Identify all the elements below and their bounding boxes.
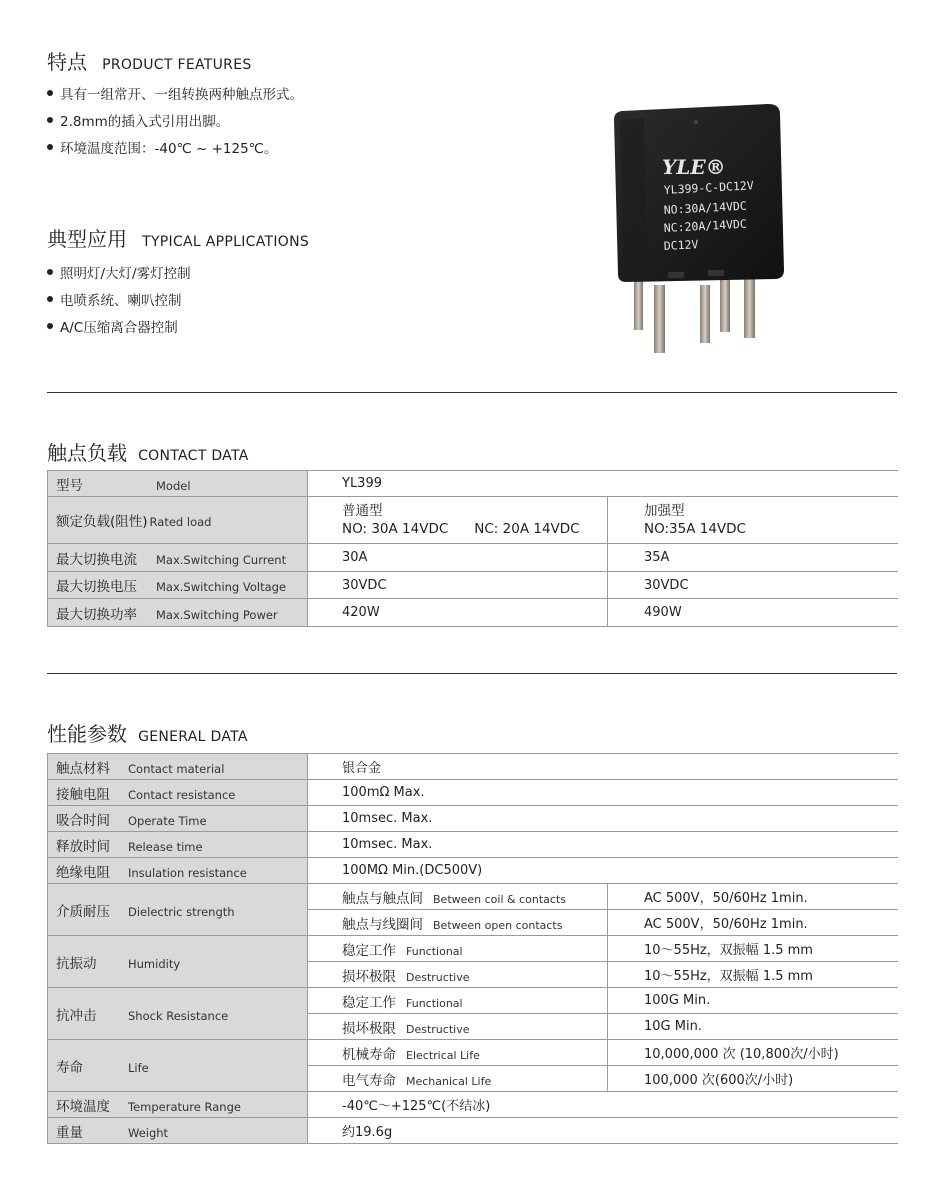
- life-value-1: 10,000,000 次 (10,800次/小时): [608, 1040, 898, 1066]
- row-label-cn: 最大切换电流: [56, 551, 137, 568]
- relay-nc-label: NC:20A/14VDC: [663, 216, 748, 235]
- operate-time-value: 10msec. Max.: [308, 806, 898, 832]
- sub-label-cn: 触点与触点间: [342, 890, 423, 907]
- table-row: [48, 497, 898, 544]
- row-label-en: Max.Switching Current: [156, 552, 287, 567]
- table-row: [48, 936, 898, 962]
- row-label-en: Temperature Range: [128, 1099, 241, 1114]
- row-label-cn: 型号: [56, 477, 83, 494]
- sub-label-cn: 稳定工作: [342, 942, 396, 959]
- sub-label-en: Between coil & contacts: [433, 892, 566, 906]
- row-label-en: Insulation resistance: [128, 865, 247, 880]
- row-label-en: Model: [156, 478, 191, 493]
- sub-label-en: Functional: [406, 944, 463, 958]
- temperature-value: -40℃～+125℃(不结冰): [308, 1092, 898, 1118]
- release-time-value: 10msec. Max.: [308, 832, 898, 858]
- contact-title-en: CONTACT DATA: [138, 448, 249, 464]
- enhanced-no-value: NO:35A 14VDC: [644, 521, 746, 537]
- contact-heading: [47, 437, 249, 466]
- row-label-en: Contact resistance: [128, 787, 236, 802]
- voltage-enhanced-value: 30VDC: [608, 572, 898, 599]
- standard-nc-value: NC: 20A 14VDC: [474, 521, 580, 537]
- sub-label-en: Mechanical Life: [406, 1074, 492, 1088]
- table-row: [48, 544, 898, 572]
- row-label-en: Contact material: [128, 761, 225, 776]
- row-label-en: Max.Switching Voltage: [156, 580, 287, 594]
- row-label-en: Shock Resistance: [128, 1008, 229, 1023]
- row-label-en: Dielectric strength: [128, 904, 235, 919]
- table-row: [48, 754, 898, 780]
- standard-type-label: 普通型: [342, 503, 383, 519]
- row-label-cn: 抗振动: [56, 955, 97, 972]
- row-label-en: Humidity: [128, 956, 181, 971]
- relay-no-label: NO:30A/14VDC: [663, 198, 748, 217]
- row-label-en: Max.Switching Power: [156, 607, 278, 622]
- dielectric-value-2: AC 500V，50/60Hz 1min.: [608, 910, 898, 936]
- table-row: [48, 1040, 898, 1066]
- dielectric-value-1: AC 500V，50/60Hz 1min.: [608, 884, 898, 910]
- application-item: 电喷系统、喇叭控制: [47, 289, 182, 309]
- humidity-value-2: 10～55Hz，双振幅 1.5 mm: [608, 962, 898, 988]
- row-label-en: Operate Time: [128, 813, 207, 828]
- enhanced-type-label: 加强型: [644, 503, 685, 519]
- power-enhanced-value: 490W: [608, 599, 898, 627]
- feature-item: 具有一组常开、一组转换两种触点形式。: [47, 83, 303, 103]
- table-row: [48, 858, 898, 884]
- sub-label-cn: 电气寿命: [342, 1072, 396, 1089]
- sub-label-cn: 损坏极限: [342, 1020, 396, 1037]
- contact-resistance-value: 100mΩ Max.: [308, 780, 898, 806]
- feature-item: 2.8mm的插入式引用出脚。: [47, 110, 229, 130]
- table-row: [48, 806, 898, 832]
- life-value-2: 100,000 次(600次/小时): [608, 1066, 898, 1092]
- table-row: [48, 599, 898, 627]
- features-title-en: PRODUCT FEATURES: [102, 57, 252, 73]
- general-heading: [47, 718, 248, 747]
- sub-label-cn: 触点与线圈间: [342, 916, 423, 933]
- sub-label-en: Destructive: [406, 1022, 470, 1036]
- shock-value-1: 100G Min.: [608, 988, 898, 1014]
- shock-value-2: 10G Min.: [608, 1014, 898, 1040]
- table-row: [48, 471, 898, 497]
- row-label-cn: 重量: [56, 1124, 83, 1141]
- contact-data-table: [47, 470, 898, 627]
- row-label-en: Release time: [128, 839, 203, 854]
- sub-label-cn: 机械寿命: [342, 1046, 396, 1063]
- row-label-cn: 抗冲击: [56, 1007, 97, 1024]
- humidity-value-1: 10～55Hz，双振幅 1.5 mm: [608, 936, 898, 962]
- applications-title-en: TYPICAL APPLICATIONS: [142, 234, 310, 250]
- row-label-cn: 环境温度: [56, 1098, 110, 1115]
- sub-label-en: Destructive: [406, 970, 470, 984]
- sub-label-en: Between open contacts: [433, 918, 563, 932]
- power-standard-value: 420W: [308, 599, 608, 627]
- relay-product-image: [600, 90, 800, 360]
- section-divider: [47, 673, 897, 674]
- general-title-en: GENERAL DATA: [138, 729, 248, 745]
- voltage-standard-value: 30VDC: [308, 572, 608, 599]
- table-row: [48, 780, 898, 806]
- relay-brand: YLE®: [662, 155, 726, 179]
- general-data-table: [47, 753, 898, 1144]
- table-row: [48, 1118, 898, 1144]
- row-label-cn: 绝缘电阻: [56, 864, 110, 881]
- sub-label-en: Functional: [406, 996, 463, 1010]
- row-label-cn: 最大切换功率: [56, 606, 137, 623]
- row-label-cn: 接触电阻: [56, 786, 110, 803]
- row-label-cn: 额定负载(阻性): [56, 514, 148, 530]
- sub-label-en: Electrical Life: [406, 1048, 480, 1062]
- relay-coil-label: DC12V: [663, 237, 699, 253]
- section-divider: [47, 392, 897, 393]
- row-label-en: Life: [128, 1060, 149, 1075]
- insulation-value: 100MΩ Min.(DC500V): [308, 858, 898, 884]
- contact-material-value: 银合金: [308, 754, 898, 780]
- current-enhanced-value: 35A: [608, 544, 898, 572]
- feature-item: 环境温度范围：-40℃ ~ +125℃。: [47, 137, 277, 157]
- applications-heading: [47, 223, 309, 252]
- row-label-cn: 释放时间: [56, 838, 110, 855]
- application-item: A/C压缩离合器控制: [47, 316, 178, 336]
- table-row: [48, 1092, 898, 1118]
- model-value: YL399: [308, 471, 898, 497]
- features-title-cn: 特点: [47, 50, 87, 74]
- table-row: [48, 572, 898, 599]
- contact-title-cn: 触点负载: [47, 441, 127, 465]
- standard-no-value: NO: 30A 14VDC: [342, 521, 449, 537]
- table-row: [48, 988, 898, 1014]
- current-standard-value: 30A: [308, 544, 608, 572]
- row-label-cn: 介质耐压: [56, 903, 110, 920]
- application-item: 照明灯/大灯/雾灯控制: [47, 262, 191, 282]
- row-label-cn: 寿命: [56, 1059, 83, 1076]
- features-heading: [47, 46, 252, 75]
- table-row: [48, 884, 898, 910]
- applications-title-cn: 典型应用: [47, 227, 127, 251]
- row-label-cn: 吸合时间: [56, 812, 110, 829]
- general-title-cn: 性能参数: [47, 722, 127, 746]
- sub-label-cn: 稳定工作: [342, 994, 396, 1011]
- row-label-cn: 触点材料: [56, 760, 110, 777]
- row-label-cn: 最大切换电压: [56, 579, 137, 595]
- relay-model-label: YL399-C-DC12V: [663, 178, 755, 197]
- row-label-en: Weight: [128, 1125, 169, 1140]
- table-row: [48, 832, 898, 858]
- sub-label-cn: 损坏极限: [342, 968, 396, 985]
- weight-value: 约19.6g: [308, 1118, 898, 1144]
- row-label-en: Rated load: [149, 515, 212, 529]
